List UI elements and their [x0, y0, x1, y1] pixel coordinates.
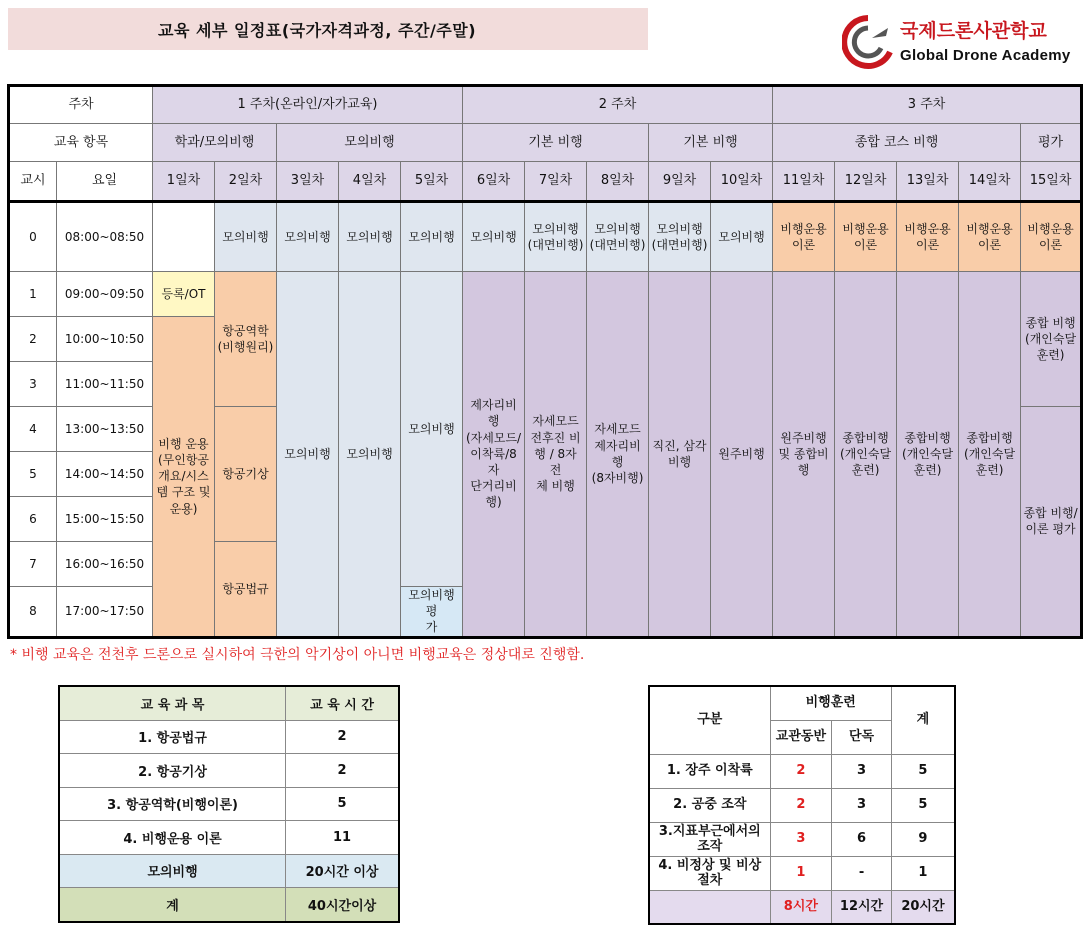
total-header: 계 [891, 686, 955, 754]
subject-header: 학과/모의비행 [153, 124, 277, 162]
row-total-cell: 5 [891, 754, 955, 788]
table-row [649, 856, 955, 890]
solo-cell: 6 [832, 822, 892, 856]
instructor-cell: 1 [770, 856, 832, 890]
total-row [59, 888, 399, 922]
table-row [649, 754, 955, 788]
day1-period0-cell [153, 202, 215, 272]
subject-cell: 2. 항공기상 [59, 754, 286, 787]
period-cell: 5 [9, 452, 57, 497]
grand-total: 20시간 [891, 890, 955, 924]
schedule-cell: 비행운용 이론 [959, 202, 1021, 272]
day-header: 2일차 [215, 162, 277, 202]
time-cell: 16:00~16:50 [57, 542, 153, 587]
final-eval-cell: 종합 비행/ 이론 평가 [1021, 407, 1082, 638]
time-cell: 15:00~15:50 [57, 497, 153, 542]
solo-cell: - [832, 856, 892, 890]
subject-header: 기본 비행 [463, 124, 649, 162]
time-cell: 08:00~08:50 [57, 202, 153, 272]
period-cell: 3 [9, 362, 57, 407]
period-cell: 1 [9, 272, 57, 317]
schedule-cell: 모의비행 (대면비행) [649, 202, 711, 272]
time-cell: 10:00~10:50 [57, 317, 153, 362]
simulation-cell: 모의비행 [277, 272, 339, 638]
hours-cell: 11 [286, 821, 399, 854]
time-cell: 09:00~09:50 [57, 272, 153, 317]
subject-cell: 4. 비행운용 이론 [59, 821, 286, 854]
meteorology-cell: 항공기상 [215, 407, 277, 542]
period-cell: 8 [9, 587, 57, 638]
week-2-header: 2 주차 [463, 86, 773, 124]
period-cell: 6 [9, 497, 57, 542]
period-label: 교시 [9, 162, 57, 202]
subject-label: 교육 항목 [9, 124, 153, 162]
hours-cell: 2 [286, 754, 399, 787]
schedule-table [7, 84, 1083, 639]
day-header: 3일차 [277, 162, 339, 202]
day-header: 1일차 [153, 162, 215, 202]
time-cell: 11:00~11:50 [57, 362, 153, 407]
day-header: 4일차 [339, 162, 401, 202]
day-header: 15일차 [1021, 162, 1082, 202]
subject-cell: 1. 항공법규 [59, 720, 286, 753]
course-hours-table [58, 685, 400, 923]
hours-cell: 2 [286, 720, 399, 753]
row-total-cell: 9 [891, 822, 955, 856]
solo-cell: 3 [832, 754, 892, 788]
table-header-row [59, 686, 399, 720]
aviation-law-cell: 항공법규 [215, 542, 277, 638]
combined-flight-cell: 종합비행 (개인숙달 훈련) [897, 272, 959, 638]
schedule-cell: 모의비행 [215, 202, 277, 272]
hover-flight-cell: 제자리비행 (자세모드/ 이착륙/8자 단거리비 행) [463, 272, 525, 638]
instructor-total: 8시간 [770, 890, 832, 924]
row-total-cell: 5 [891, 788, 955, 822]
time-label: 요일 [57, 162, 153, 202]
category-cell: 4. 비정상 및 비상 절차 [649, 856, 770, 890]
subject-cell: 모의비행 [59, 854, 286, 887]
day-header: 10일차 [711, 162, 773, 202]
attitude-hover-cell: 자세모드 제자리비행 (8자비행) [587, 272, 649, 638]
total-hours: 40시간이상 [286, 888, 399, 922]
table-row [59, 754, 399, 787]
table-header-row [649, 686, 955, 720]
period-cell: 4 [9, 407, 57, 452]
period-cell: 7 [9, 542, 57, 587]
category-cell: 2. 공중 조작 [649, 788, 770, 822]
registration-cell: 등록/OT [153, 272, 215, 317]
day-header: 14일차 [959, 162, 1021, 202]
week-3-header: 3 주차 [773, 86, 1082, 124]
day-header: 8일차 [587, 162, 649, 202]
time-cell: 17:00~17:50 [57, 587, 153, 638]
instructor-cell: 2 [770, 788, 832, 822]
solo-header: 단독 [832, 720, 892, 754]
attitude-flight-cell: 자세모드 전후진 비 행 / 8자 전 체 비행 [525, 272, 587, 638]
final-combined-cell: 종합 비행 (개인숙달 훈련) [1021, 272, 1082, 407]
subject-header: 종합 코스 비행 [773, 124, 1021, 162]
day-header: 11일차 [773, 162, 835, 202]
straight-triangle-cell: 직진, 삼각 비행 [649, 272, 711, 638]
simulation-cell: 모의비행 [401, 272, 463, 587]
schedule-cell: 모의비행 [711, 202, 773, 272]
weather-note: * 비행 교육은 전천후 드론으로 실시하여 극한의 악기상이 아니면 비행교육은 정상대로 진행함. [10, 647, 585, 663]
flight-ops-cell: 비행 운용 (무인항공 개요/시스 템 구조 및 운용) [153, 317, 215, 638]
table-row [649, 788, 955, 822]
simulation-cell: 모의비행 [339, 272, 401, 638]
schedule-cell: 모의비행 (대면비행) [525, 202, 587, 272]
table-row [59, 854, 399, 887]
subject-header-row [9, 124, 1082, 162]
day-header: 13일차 [897, 162, 959, 202]
subject-column-header: 교 육 과 목 [59, 686, 286, 720]
subject-cell: 3. 항공역학(비행이론) [59, 787, 286, 820]
schedule-cell: 모의비행 (대면비행) [587, 202, 649, 272]
schedule-cell: 비행운용 이론 [773, 202, 835, 272]
schedule-cell: 모의비행 [277, 202, 339, 272]
flight-training-table [648, 685, 956, 925]
hours-column-header: 교 육 시 간 [286, 686, 399, 720]
week-header-row [9, 86, 1082, 124]
table-row [59, 720, 399, 753]
day-header: 6일차 [463, 162, 525, 202]
category-cell: 3.지표부근에서의 조작 [649, 822, 770, 856]
combined-flight-cell: 종합비행 (개인숙달 훈련) [835, 272, 897, 638]
period-cell: 0 [9, 202, 57, 272]
academy-logo [842, 14, 1074, 74]
logo-korean-text: 국제드론사관학교 [900, 20, 1047, 42]
page-title: 교육 세부 일정표(국가자격과정, 주간/주말) [8, 8, 648, 50]
period-cell: 2 [9, 317, 57, 362]
subject-header: 모의비행 [277, 124, 463, 162]
circle-combined-cell: 원주비행 및 종합비 행 [773, 272, 835, 638]
circle-flight-cell: 원주비행 [711, 272, 773, 638]
total-label: 계 [59, 888, 286, 922]
week-1-header: 1 주차(온라인/자가교육) [153, 86, 463, 124]
day-header: 7일차 [525, 162, 587, 202]
time-cell: 13:00~13:50 [57, 407, 153, 452]
subject-header: 평가 [1021, 124, 1082, 162]
simulation-eval-cell: 모의비행평 가 [401, 587, 463, 638]
schedule-row [9, 272, 1082, 317]
instructor-cell: 3 [770, 822, 832, 856]
table-row [59, 787, 399, 820]
combined-flight-cell: 종합비행 (개인숙달 훈련) [959, 272, 1021, 638]
category-cell: 1. 장주 이착륙 [649, 754, 770, 788]
training-header: 비행훈련 [770, 686, 891, 720]
instructor-cell: 2 [770, 754, 832, 788]
schedule-row [9, 202, 1082, 272]
schedule-cell: 비행운용 이론 [835, 202, 897, 272]
time-cell: 14:00~14:50 [57, 452, 153, 497]
solo-cell: 3 [832, 788, 892, 822]
logo-english-text: Global Drone Academy [900, 47, 1071, 64]
day-header: 12일차 [835, 162, 897, 202]
week-label: 주차 [9, 86, 153, 124]
category-header: 구분 [649, 686, 770, 754]
academy-logo-icon [842, 14, 894, 70]
row-total-cell: 1 [891, 856, 955, 890]
total-label [649, 890, 770, 924]
schedule-cell: 비행운용 이론 [897, 202, 959, 272]
schedule-cell: 모의비행 [401, 202, 463, 272]
day-header: 9일차 [649, 162, 711, 202]
schedule-cell: 모의비행 [339, 202, 401, 272]
hours-cell: 5 [286, 787, 399, 820]
table-row [59, 821, 399, 854]
schedule-cell: 모의비행 [463, 202, 525, 272]
schedule-cell: 비행운용 이론 [1021, 202, 1082, 272]
instructor-header: 교관동반 [770, 720, 832, 754]
hours-cell: 20시간 이상 [286, 854, 399, 887]
solo-total: 12시간 [832, 890, 892, 924]
day-header: 5일차 [401, 162, 463, 202]
aerodynamics-cell: 항공역학 (비행원리) [215, 272, 277, 407]
day-header-row [9, 162, 1082, 202]
total-row [649, 890, 955, 924]
table-row [649, 822, 955, 856]
subject-header: 기본 비행 [649, 124, 773, 162]
